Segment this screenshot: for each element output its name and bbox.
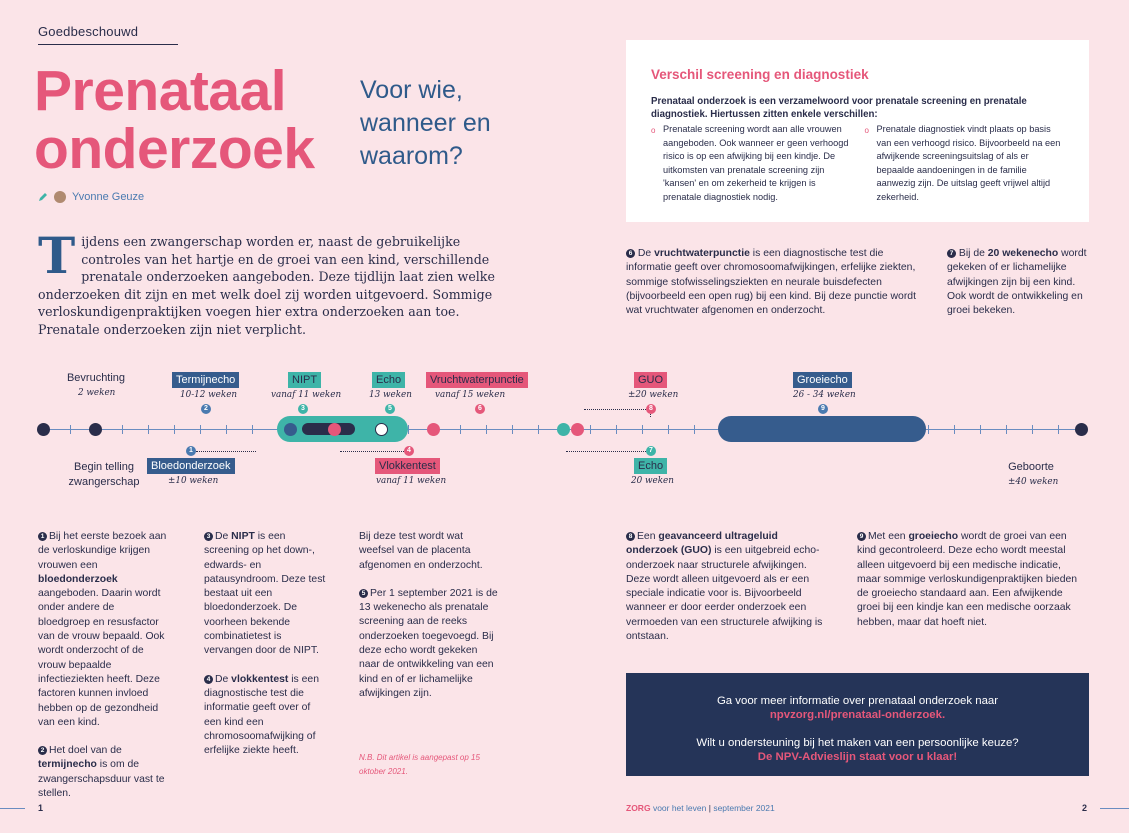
footer-date: september 2021 xyxy=(713,803,775,813)
timeline-tick xyxy=(1032,425,1033,434)
label-bevruchting: Bevruchting xyxy=(66,372,126,384)
bullet-icon: o xyxy=(864,126,869,135)
label-begin-telling: Begin telling zwangerschap xyxy=(68,461,140,488)
bloed-connector xyxy=(196,451,256,452)
echo20-dot xyxy=(557,423,570,436)
tag-vlokkentest: Vlokkentest xyxy=(375,458,440,474)
timeline-tick xyxy=(226,425,227,434)
info-box-title: Verschil screening en diagnostiek xyxy=(651,67,869,82)
tag-echo20: Echo xyxy=(634,458,667,474)
item-2-termijnecho xyxy=(38,744,168,801)
item-3-nipt xyxy=(204,530,329,659)
title-line-2: onderzoek xyxy=(34,117,315,181)
cta-box xyxy=(626,673,1089,776)
item-number: 1 xyxy=(38,532,47,541)
info-box xyxy=(626,40,1089,222)
tag-bloedonderzoek: Bloedonderzoek xyxy=(147,458,235,474)
vlok-connector xyxy=(340,451,404,452)
item-bold: NIPT xyxy=(231,531,255,542)
item-number: 4 xyxy=(204,675,213,684)
section-divider xyxy=(38,44,178,45)
vlokken-dot xyxy=(328,423,341,436)
footer-brand-name: ZORG xyxy=(626,803,651,813)
geboorte-dot xyxy=(1075,423,1088,436)
author-name: Yvonne Geuze xyxy=(72,191,145,203)
page-subtitle xyxy=(360,74,491,173)
marker-3: 3 xyxy=(298,404,308,414)
item-5-13-wekenecho xyxy=(359,587,501,701)
item-text: aangeboden. Daarin wordt onder andere de bloedgroep en resusfactor van de vrouw bepaald. Ook wordt onderzocht of de vrouw bepaalde infectieziekten heeft. Deze factoren kunnen invloed hebben op de gezondheid van een kind. xyxy=(38,588,165,728)
info-box-lead: Prenataal onderzoek is een verzamelwoord voor prenatale screening en prenatale diagnostiek. Hiertussen zitten enkele verschillen: xyxy=(651,96,1027,120)
timeline-tick xyxy=(954,425,955,434)
item-text: wordt gekeken of er lichamelijke afwijkingen zijn bij een kind. Ook wordt de ontwikkeling en groei bekeken. xyxy=(947,248,1087,317)
tag-guo: GUO xyxy=(634,372,667,388)
column-3 xyxy=(359,530,501,715)
timeline-tick xyxy=(538,425,539,434)
timeline-tick xyxy=(616,425,617,434)
title-line-1: Prenataal xyxy=(34,59,287,123)
section-label: Goedbeschouwd xyxy=(38,24,139,39)
label-bevruchting-sub: 2 weken xyxy=(78,388,116,398)
item-text: Een xyxy=(637,531,659,542)
item-text: wordt de groei van een kind gecontroleerd. Deze echo wordt meestal alleen uitgevoerd bij een medische indicatie, maar sommige verloskundigenpraktijken bieden de groeiecho standaard aan. Een afwijkende groei bij een kindje kan een medische oorzaak hebben, maar dat hoeft niet. xyxy=(857,531,1078,628)
footer-brand xyxy=(626,803,775,813)
timeline-tick xyxy=(252,425,253,434)
page-title xyxy=(34,59,315,181)
vwp-dot xyxy=(427,423,440,436)
item-bold: bloedonderzoek xyxy=(38,573,118,585)
item-text: Bij het eerste bezoek aan de verloskundige krijgen vrouwen een xyxy=(38,531,167,571)
item-text: Per 1 september 2021 is de 13 wekenecho als prenatale screening aan de reeks onderzoeken toegevoegd. Bij deze echo wordt gekeken naar de ontwikkeling van een kind en of er lichamelijke afwijkingen zijn. xyxy=(359,587,498,699)
marker-7: 7 xyxy=(646,446,656,456)
footer-rule-left xyxy=(0,808,25,809)
avatar xyxy=(54,191,66,203)
timeline-tick xyxy=(122,425,123,434)
item-9-groeiecho xyxy=(857,530,1082,630)
item-number: 2 xyxy=(38,746,47,755)
item-bold: groeiecho xyxy=(908,531,959,542)
item-text: is een diagnostische test die informatie geeft over of een kind een chromosoomafwijking of erfelijke ziekte heeft. xyxy=(204,673,319,757)
item-text: is een diagnostische test die informatie geeft over chromosoomafwijkingen, erfelijke ziekten, sommige stofwisselingsziekten en neurale buisdefecten (bijvoorbeeld een open rug) bij een kind. Bij deze punctie wordt wat vruchtwater afgenomen en onderzocht. xyxy=(626,248,916,317)
item-text: Het doel van de xyxy=(49,745,122,757)
item-text: is om de zwangerschapsduur vast te stellen. xyxy=(38,759,165,800)
timeline-tick xyxy=(642,425,643,434)
item-4-vlokkentest xyxy=(204,673,329,759)
diagnostiek-text: Prenatale diagnostiek vindt plaats op basis van een verhoogd risico. Bijvoorbeeld na een afwijkende screeningsuitslag of als er bepaalde aandoeningen in de familie aanwezig zijn. De uitslag geeft vrijwel altijd zekerheid. xyxy=(876,124,1061,202)
marker-6: 6 xyxy=(475,404,485,414)
item-7-20-wekenecho xyxy=(947,247,1095,318)
item-number: 5 xyxy=(359,589,368,598)
tag-vruchtwaterpunctie: Vruchtwaterpunctie xyxy=(426,372,528,388)
item-1-bloedonderzoek xyxy=(38,530,168,730)
groeiecho-range xyxy=(718,416,926,442)
tag-nipt-sub: vanaf 11 weken xyxy=(271,390,342,400)
subtitle-line-3: waarom? xyxy=(360,142,463,170)
footer-tagline: voor het leven xyxy=(652,803,707,813)
intro-paragraph xyxy=(38,226,498,339)
page-number-left: 1 xyxy=(38,803,44,813)
guo-dot xyxy=(571,423,584,436)
item-text: is een screening op het down-, edwards- en patausyndroom. Deze test bestaat uit een bloedonderzoek. De voorheen bekende combinatietest is vervangen door de NIPT. xyxy=(204,531,326,657)
label-geboorte-sub: ±40 weken xyxy=(1008,477,1059,487)
column-5 xyxy=(857,530,1082,644)
timeline-tick xyxy=(980,425,981,434)
item-text: Bij de xyxy=(958,248,988,259)
timeline-tick xyxy=(200,425,201,434)
timeline-tick xyxy=(512,425,513,434)
timeline-tick xyxy=(590,425,591,434)
cta-line-3: De NPV-Advieslijn staat voor u klaar! xyxy=(757,751,958,763)
tag-bloed-sub: ±10 weken xyxy=(168,476,219,486)
bevruchting-dot xyxy=(89,423,102,436)
column-1 xyxy=(38,530,168,815)
item-text: De xyxy=(215,531,232,542)
pencil-icon xyxy=(38,192,48,202)
guo-connector xyxy=(650,414,651,417)
footer-separator: | xyxy=(708,803,711,813)
tag-nipt: NIPT xyxy=(288,372,321,388)
item-6-vruchtwaterpunctie xyxy=(626,247,926,318)
info-box-diagnostiek xyxy=(865,123,1065,204)
timeline-tick xyxy=(668,425,669,434)
item-bold: vruchtwaterpunctie xyxy=(654,248,750,259)
item-number: 9 xyxy=(857,532,866,541)
author-byline xyxy=(38,191,144,203)
tag-echo13-sub: 13 weken xyxy=(369,390,412,400)
item-8-guo xyxy=(626,530,831,644)
tag-groeiecho: Groeiecho xyxy=(793,372,852,388)
subtitle-line-1: Voor wie, xyxy=(360,76,463,104)
item-bold: termijnecho xyxy=(38,759,97,771)
cta-link[interactable]: npvzorg.nl/prenataal-onderzoek. xyxy=(769,709,946,721)
timeline-tick xyxy=(1006,425,1007,434)
subtitle-line-2: wanneer en xyxy=(360,109,491,137)
label-geboorte: Geboorte xyxy=(1008,461,1054,473)
item-bold: vlokkentest xyxy=(231,673,289,685)
item-bold: geavanceerd ultrageluid onderzoek (GUO) xyxy=(626,531,778,557)
column-2 xyxy=(204,530,329,772)
info-box-screening xyxy=(651,123,851,204)
tag-vlok-sub: vanaf 11 weken xyxy=(376,476,447,486)
marker-2: 2 xyxy=(201,404,211,414)
tag-echo20-sub: 20 weken xyxy=(631,476,674,486)
timeline-tick xyxy=(486,425,487,434)
marker-1: 1 xyxy=(186,446,196,456)
echo13-dot xyxy=(375,423,388,436)
footer-rule-right xyxy=(1100,808,1129,809)
tag-vwp-sub: vanaf 15 weken xyxy=(435,390,506,400)
termijnecho-dot xyxy=(284,423,297,436)
item-text: De xyxy=(215,673,232,685)
tag-termijnecho: Termijnecho xyxy=(172,372,239,388)
item-text: De xyxy=(637,248,655,259)
timeline-tick xyxy=(1058,425,1059,434)
timeline-tick xyxy=(408,425,409,434)
timeline-tick xyxy=(460,425,461,434)
timeline-tick xyxy=(148,425,149,434)
timeline-tick xyxy=(694,425,695,434)
dropcap: T xyxy=(38,226,76,285)
timeline-tick xyxy=(928,425,929,434)
tag-echo13: Echo xyxy=(372,372,405,388)
marker-9: 9 xyxy=(818,404,828,414)
marker-8: 8 xyxy=(646,404,656,414)
item-number: 7 xyxy=(947,249,956,258)
screening-text: Prenatale screening wordt aan alle vrouwen aangeboden. Ook wanneer er geen verhoogd risico is op een afwijking bij een kindje. De uitkomsten van prenatale screening zijn 'kansen' en om zekerheid te krijgen is prenatale diagnostiek nodig. xyxy=(663,124,849,202)
echo20-connector xyxy=(566,451,646,452)
item-number: 8 xyxy=(626,532,635,541)
start-dot xyxy=(37,423,50,436)
revision-note: N.B. Dit artikel is aangepast op 15 oktober 2021. xyxy=(359,753,480,776)
cta-line-1: Ga voor meer informatie over prenataal onderzoek naar xyxy=(716,695,999,707)
item-text: is een uitgebreid echo-onderzoek naar structurele afwijkingen. Deze wordt alleen uitgevoerd als er een speciale indicatie voor is. Bijvoorbeeld wanneer er door eerder onderzoek een vermoeden van een structurele afwijking is ontstaan. xyxy=(626,545,823,643)
item-bold: 20 wekenecho xyxy=(987,248,1059,259)
tag-termijnecho-sub: 10-12 weken xyxy=(180,390,238,400)
marker-4: 4 xyxy=(404,446,414,456)
item-4-continued: Bij deze test wordt wat weefsel van de placenta afgenomen en onderzocht. xyxy=(359,531,483,571)
bullet-icon: o xyxy=(651,126,656,135)
item-number: 3 xyxy=(204,532,213,541)
column-4 xyxy=(626,530,831,658)
timeline-tick xyxy=(174,425,175,434)
tag-groeiecho-sub: 26 - 34 weken xyxy=(793,390,856,400)
intro-text: ijdens een zwangerschap worden er, naast de gebruikelijke controles van het hartje en de groei van een kind, verschillende prenatale onderzoeken aangeboden. Deze tijdlijn laat zien welke onderzoeken dit zijn en met welk doel zij worden uitgevoerd. Sommige verloskundigenpraktijken voegen hier extra onderzoeken aan toe. Prenatale onderzoeken zijn niet verplicht. xyxy=(38,234,495,337)
marker-5: 5 xyxy=(385,404,395,414)
cta-line-2: Wilt u ondersteuning bij het maken van een persoonlijke keuze? xyxy=(696,737,1019,749)
page-number-right: 2 xyxy=(1082,803,1088,813)
tag-guo-sub: ±20 weken xyxy=(628,390,679,400)
timeline-tick xyxy=(70,425,71,434)
guo-connector-h xyxy=(584,409,646,410)
item-number: 6 xyxy=(626,249,635,258)
item-text: Met een xyxy=(868,531,909,542)
